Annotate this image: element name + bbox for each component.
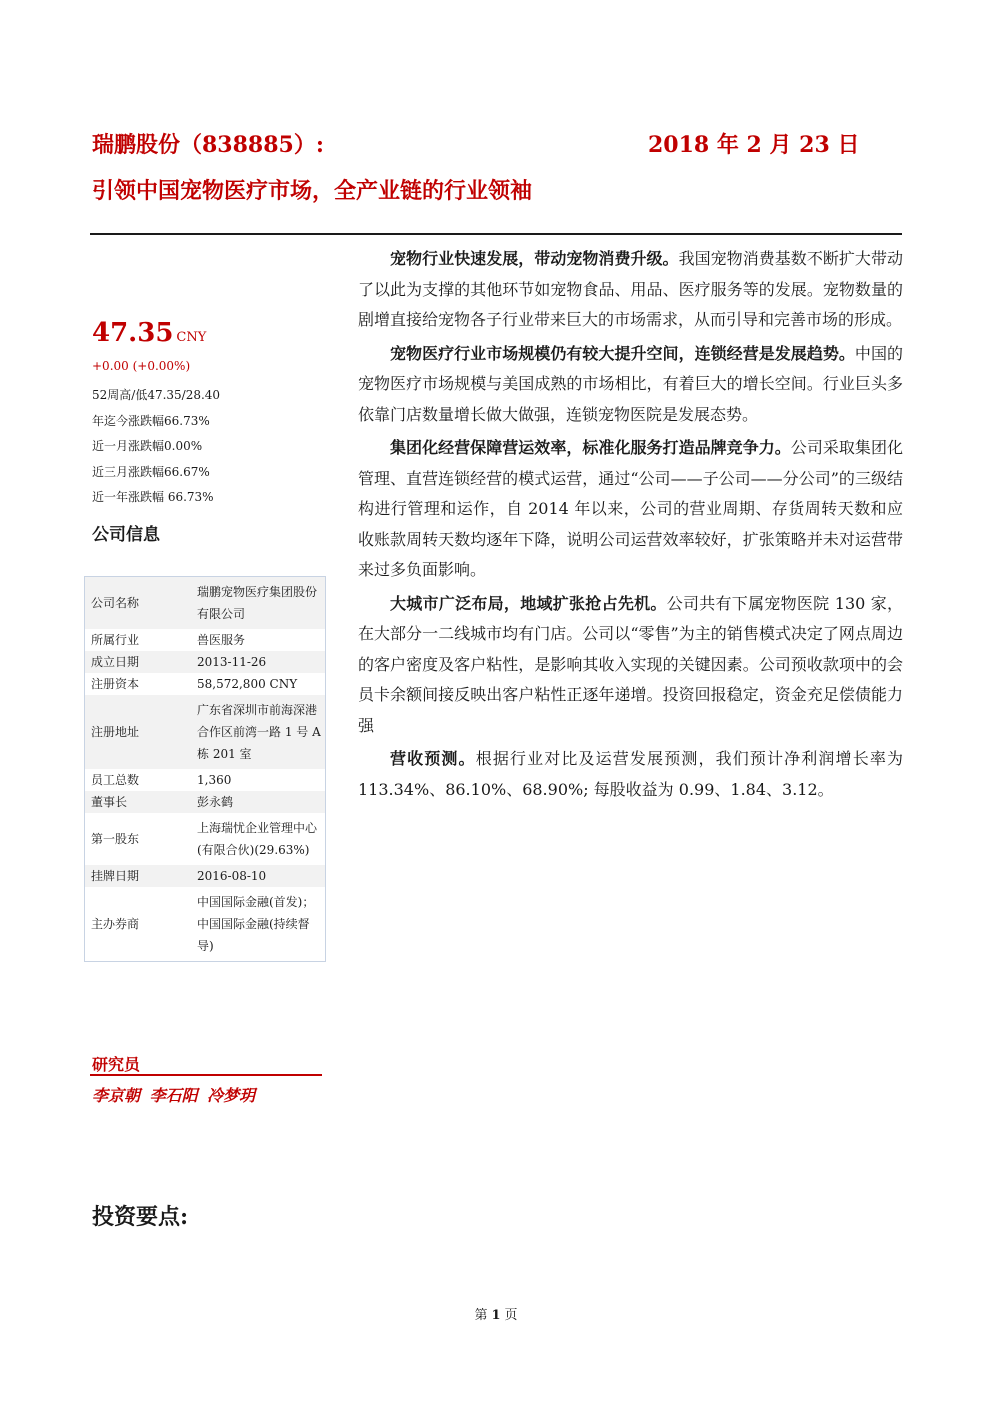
footer-suffix: 页 (504, 1308, 518, 1323)
stock-price-value: 47.35 (92, 318, 174, 348)
paragraph-lead: 营收预测。 (390, 749, 476, 768)
report-title-company: 瑞鹏股份（838885）: (92, 132, 324, 158)
investment-highlights-title: 投资要点: (92, 1204, 189, 1230)
info-key: 员工总数 (85, 769, 188, 791)
info-value: 彭永鹤 (187, 791, 326, 813)
footer-prefix: 第 (474, 1308, 488, 1323)
info-value: 58,572,800 CNY (187, 673, 326, 695)
table-row (85, 769, 326, 791)
paragraph-text: 公司采取集团化管理、直营连锁经营的模式运营，通过“公司——子公司——分公司”的三级结构进行管理和运作，自 2014 年以来，公司的营业周期、存货周转天数和应收账款周转天数均逐年下降，说明公司运营效率较好，扩张策略并未对运营带来过多负面影响。 (358, 438, 903, 579)
page-footer (0, 1304, 992, 1323)
paragraph-text: 我国宠物消费基数不断扩大带动了以此为支撑的其他环节如宠物食品、用品、医疗服务等的发展。宠物数量的剧增直接给宠物各子行业带来巨大的市场需求，从而引导和完善市场的形成。 (358, 249, 903, 329)
info-value: 广东省深圳市前海深港合作区前湾一路 1 号 A 栋 201 室 (187, 695, 326, 769)
company-info-title: 公司信息 (92, 525, 160, 545)
table-row (85, 673, 326, 695)
info-key: 挂牌日期 (85, 865, 188, 887)
info-value: 1,360 (187, 769, 326, 791)
page-number: 1 (491, 1308, 501, 1323)
report-headline: 引领中国宠物医疗市场，全产业链的行业领袖 (92, 178, 533, 204)
stock-stat-ytd: 年迄今涨跌幅66.73% (92, 413, 210, 428)
table-row (85, 791, 326, 813)
table-row (85, 865, 326, 887)
paragraph (358, 589, 903, 742)
table-row (85, 887, 326, 962)
analyst-title: 研究员 (92, 1055, 141, 1074)
stock-stat-52w: 52周高/低47.35/28.40 (92, 388, 221, 402)
paragraph (358, 244, 903, 336)
stock-stat-1y: 近一年涨跌幅 66.73% (92, 490, 214, 505)
table-row (85, 651, 326, 673)
paragraph (358, 433, 903, 586)
table-row (85, 813, 326, 865)
paragraph-lead: 大城市广泛布局，地域扩张抢占先机。 (390, 593, 667, 613)
table-row (85, 629, 326, 651)
paragraph-text: 中国的宠物医疗市场规模与美国成熟的市场相比，有着巨大的增长空间。行业巨头多依靠门店数量增长做大做强，连锁宠物医院是发展态势。 (358, 343, 903, 424)
paragraph-lead: 宠物行业快速发展，带动宠物消费升级。 (390, 249, 679, 268)
paragraph-text: 根据行业对比及运营发展预测，我们预计净利润增长率为 113.34%、86.10%、68.90%; 每股收益为 0.99、1.84、3.12。 (358, 749, 903, 799)
stock-price (92, 318, 206, 348)
analyst-names: 李京朝 李石阳 冷梦玥 (92, 1086, 256, 1105)
stock-change: +0.00 (+0.00%) (92, 359, 191, 373)
info-key: 所属行业 (85, 629, 188, 651)
company-info-table (84, 576, 326, 962)
paragraph-text: 公司共有下属宠物医院 130 家，在大部分一二线城市均有门店。公司以“零售”为主的销售模式决定了网点周边的客户密度及客户粘性，是影响其收入实现的关键因素。公司预收款项中的会员卡余额间接反映出客户粘性正逐年递增。投资回报稳定，资金充足偿债能力强 (358, 593, 903, 735)
stock-currency: CNY (176, 330, 207, 345)
info-value: 中国国际金融(首发)；中国国际金融(持续督导) (187, 887, 326, 962)
header-divider (90, 233, 902, 235)
info-key: 注册资本 (85, 673, 188, 695)
info-key: 主办券商 (85, 887, 188, 962)
info-value: 2016-08-10 (187, 865, 326, 887)
info-value: 上海瑞忧企业管理中心(有限合伙)(29.63%) (187, 813, 326, 865)
paragraph (358, 744, 903, 805)
analyst-divider (90, 1074, 322, 1076)
stock-stat-3m: 近三月涨跌幅66.67% (92, 464, 210, 479)
info-key: 第一股东 (85, 813, 188, 865)
info-key: 董事长 (85, 791, 188, 813)
info-key: 公司名称 (85, 577, 188, 630)
info-value: 2013-11-26 (187, 651, 326, 673)
paragraph-lead: 集团化经营保障营运效率，标准化服务打造品牌竞争力。 (390, 438, 791, 457)
report-body (358, 244, 903, 808)
paragraph-lead: 宠物医疗行业市场规模仍有较大提升空间，连锁经营是发展趋势。 (390, 343, 855, 363)
stock-stat-1m: 近一月涨跌幅0.00% (92, 439, 203, 454)
info-value: 兽医服务 (187, 629, 326, 651)
table-row (85, 577, 326, 630)
info-key: 注册地址 (85, 695, 188, 769)
stock-stats-list (92, 383, 220, 511)
info-key: 成立日期 (85, 651, 188, 673)
paragraph (358, 339, 903, 431)
info-value: 瑞鹏宠物医疗集团股份有限公司 (187, 577, 326, 630)
table-row (85, 695, 326, 769)
report-date: 2018 年 2 月 23 日 (648, 132, 860, 158)
